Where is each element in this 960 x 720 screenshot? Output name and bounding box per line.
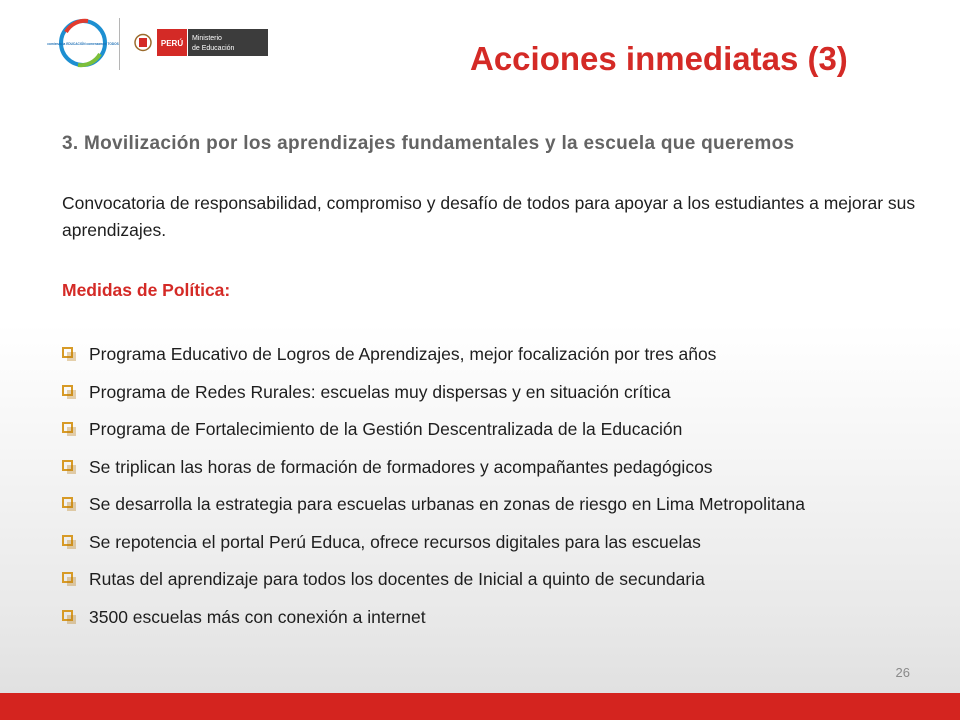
list-item-text: Se repotencia el portal Perú Educa, ofrece recursos digitales para las escuelas [89,531,701,552]
section-heading: 3. Movilización por los aprendizajes fundamentales y la escuela que queremos [62,133,795,154]
checkbox-bullet-icon [62,460,73,471]
checkbox-bullet-icon [62,572,73,583]
list-item [62,418,912,440]
footer-bar [0,693,960,720]
ministry-line2: de Educación [192,45,235,52]
list-item-text: Se desarrolla la estrategia para escuelas urbanas en zonas de riesgo en Lima Metropolitana [89,494,805,514]
list-item [62,606,912,628]
campaign-logo-text: comienza la EDUCACIÓN comenzamos TODOS [47,42,119,46]
list-item [62,493,912,515]
slide-title: Acciones inmediatas (3) [470,40,848,77]
policy-list [62,343,912,643]
intro-paragraph: Convocatoria de responsabilidad, compromiso y desafío de todos para apoyar a los estudiantes a mejorar sus aprendizajes. [62,193,916,240]
ministry-line1: Ministerio [192,35,222,42]
checkbox-bullet-icon [62,422,73,433]
campaign-logo [47,18,119,68]
list-item-text: Rutas del aprendizaje para todos los docentes de Inicial a quinto de secundaria [89,569,705,589]
list-item-text: Se triplican las horas de formación de formadores y acompañantes pedagógicos [89,456,713,477]
checkbox-bullet-icon [62,497,73,508]
page-number: 26 [895,665,910,680]
list-item [62,456,912,478]
list-item [62,381,912,403]
list-item-text: 3500 escuelas más con conexión a internet [89,606,426,627]
ministry-logo [131,29,268,56]
peru-label: PERÚ [160,39,184,48]
list-item-text: Programa de Fortalecimiento de la Gestión Descentralizada de la Educación [89,419,683,439]
list-item [62,343,912,365]
checkbox-bullet-icon [62,385,73,396]
checkbox-bullet-icon [62,535,73,546]
checkbox-bullet-icon [62,347,73,358]
policy-subheading: Medidas de Política: [62,280,231,300]
list-item-text: Programa de Redes Rurales: escuelas muy dispersas y en situación crítica [89,381,671,402]
logo-divider [119,18,120,70]
list-item-text: Programa Educativo de Logros de Aprendizajes, mejor focalización por tres años [89,344,717,364]
checkbox-bullet-icon [62,610,73,621]
list-item [62,531,912,553]
list-item [62,568,912,590]
